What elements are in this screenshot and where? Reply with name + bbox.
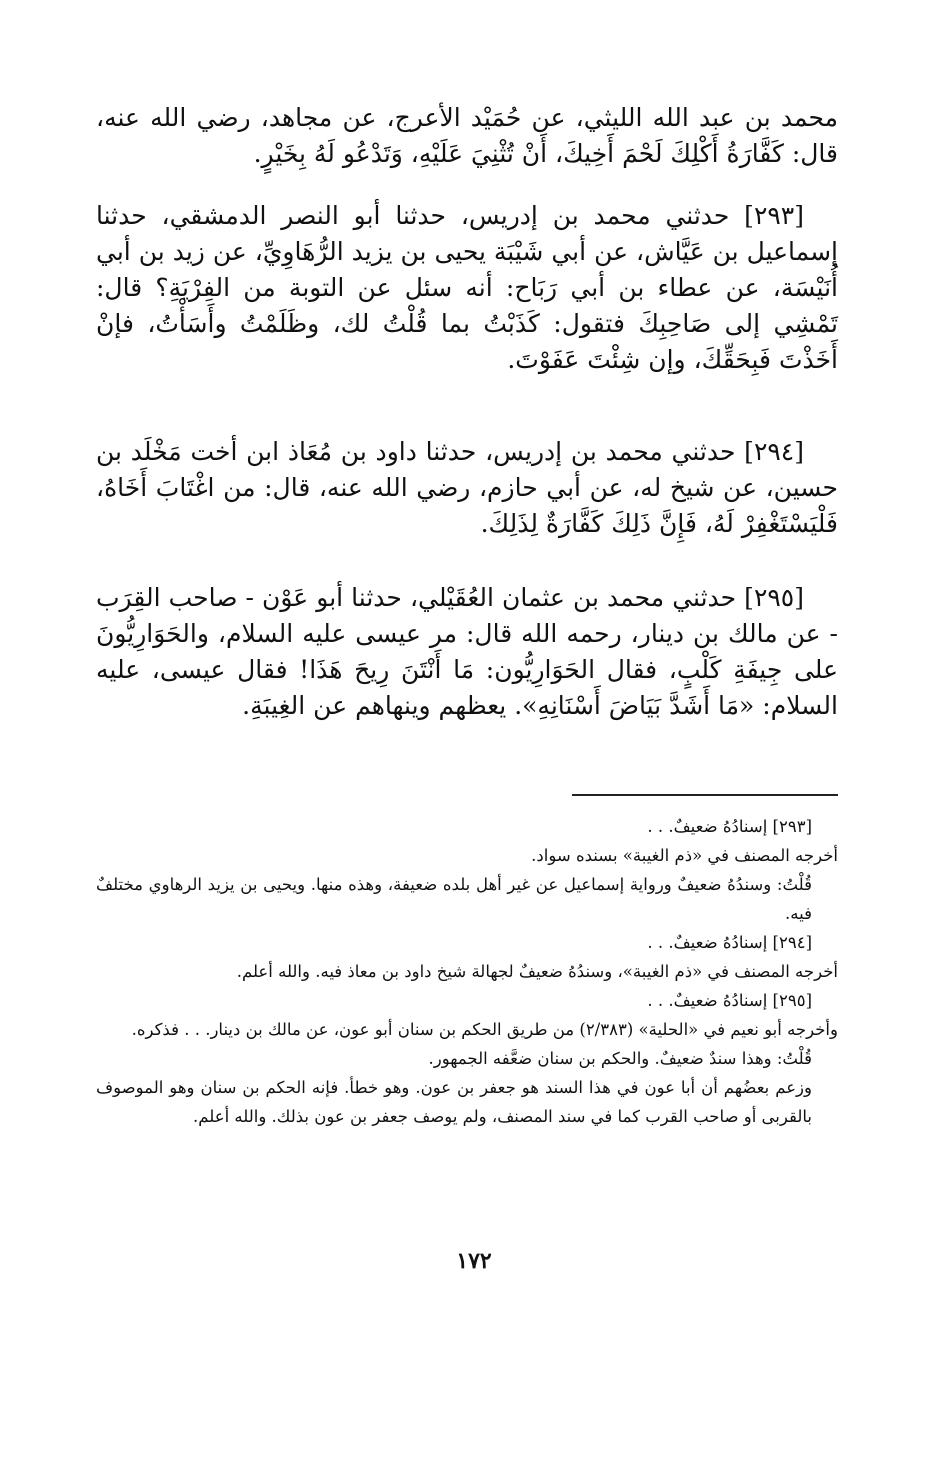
footnote-293-source: أخرجه المصنف في «ذم الغيبة» بسنده سواد. [531,846,838,865]
footnote-293-note: قُلْتُ: وسندُهُ ضعيفٌ ورواية إسماعيل عن غير أهل بلده ضعيفة، وهذه منها. ويحيى بن يزيد الرهاوي مختلفٌ فيه. [96,875,812,923]
footnote-294-heading: [٢٩٤] إسنادُهُ ضعيفٌ. . . [647,933,812,952]
paragraph-293: [٢٩٣] حدثني محمد بن إدريس، حدثنا أبو النصر الدمشقي، حدثنا إسماعيل بن عَيَّاش، عن أبي شَيْبَة يحيى بن يزيد الرُّهَاوِيِّ، عن زيد بن أبي أُنَيْسَة، عن عطاء بن أبي رَبَاح: أنه سئل عن التوبة من الفِرْيَةِ؟ قال: تَمْشِي إلى صَاحِبِكَ فتقول: كَذَبْتُ بما قُلْتُ لك، وظَلَمْتُ وأَسَأْتُ، فإنْ أَخَذْتَ فَبِحَقِّكَ، وإن شِئْتَ عَفَوْتَ. [96,201,838,374]
footnote-294-source: أخرجه المصنف في «ذم الغيبة»، وسندُهُ ضعيفٌ لجهالة شيخ داود بن معاذ فيه. والله أعلم. [236,962,838,981]
footnote-divider [572,794,838,796]
footnote-295-remark: وزعم بعضُهم أن أبا عون في هذا السند هو جعفر بن عون. وهو خطأ. فإنه الحكم بن سنان وهو الموصوف بالقربى أو صاحب القرب كما في سند المصنف، ولم يوصف جعفر بن عون بذلك. والله أعلم. [96,1078,812,1126]
footnote-293-heading: [٢٩٣] إسنادُهُ ضعيفٌ. . . [647,817,812,836]
paragraph-295: [٢٩٥] حدثني محمد بن عثمان العُقَيْلي، حدثنا أبو عَوْن - صاحب القِرَب - عن مالك بن دينار، رحمه الله قال: مر عيسى عليه السلام، والحَوَارِيُّونَ على جِيفَةِ كَلْبٍ، فقال الحَوَارِيُّون: مَا أَنْتَنَ رِيحَ هَذَا! فقال عيسى، عليه السلام: «مَا أَشَدَّ بَيَاضَ أَسْنَانِهِ». يعظهم وينهاهم عن الغِيبَةِ. [96,583,838,720]
paragraph-294: [٢٩٤] حدثني محمد بن إدريس، حدثنا داود بن مُعَاذ ابن أخت مَخْلَد بن حسين، عن شيخ له، عن أبي حازم، رضي الله عنه، قال: من اغْتَابَ أَخَاهُ، فَلْيَسْتَغْفِرْ لَهُ، فَإِنَّ ذَلِكَ كَفَّارَةٌ لِذَلِكَ. [96,437,838,538]
page-number: ١٧٢ [456,1248,492,1274]
footnote-295-note: قُلْتُ: وهذا سندٌ ضعيفٌ. والحكم بن سنان ضعَّفه الجمهور. [428,1049,812,1068]
footnote-295-heading: [٢٩٥] إسنادُهُ ضعيفٌ. . . [647,991,812,1010]
footnote-295-source: وأخرجه أبو نعيم في «الحلية» (٢/٣٨٣) من طريق الحكم بن سنان أبو عون، عن مالك بن دينار. . . فذكره. [131,1020,838,1039]
footnotes-section [96,812,838,1131]
paragraph-continuation: محمد بن عبد الله الليثي، عن حُمَيْد الأعرج، عن مجاهد، رضي الله عنه، قال: كَفَّارَةُ أَكْلِكَ لَحْمَ أَخِيكَ، أَنْ تُثْنِيَ عَلَيْهِ، وَتَدْعُو لَهُ بِخَيْرٍ. [96,103,838,168]
